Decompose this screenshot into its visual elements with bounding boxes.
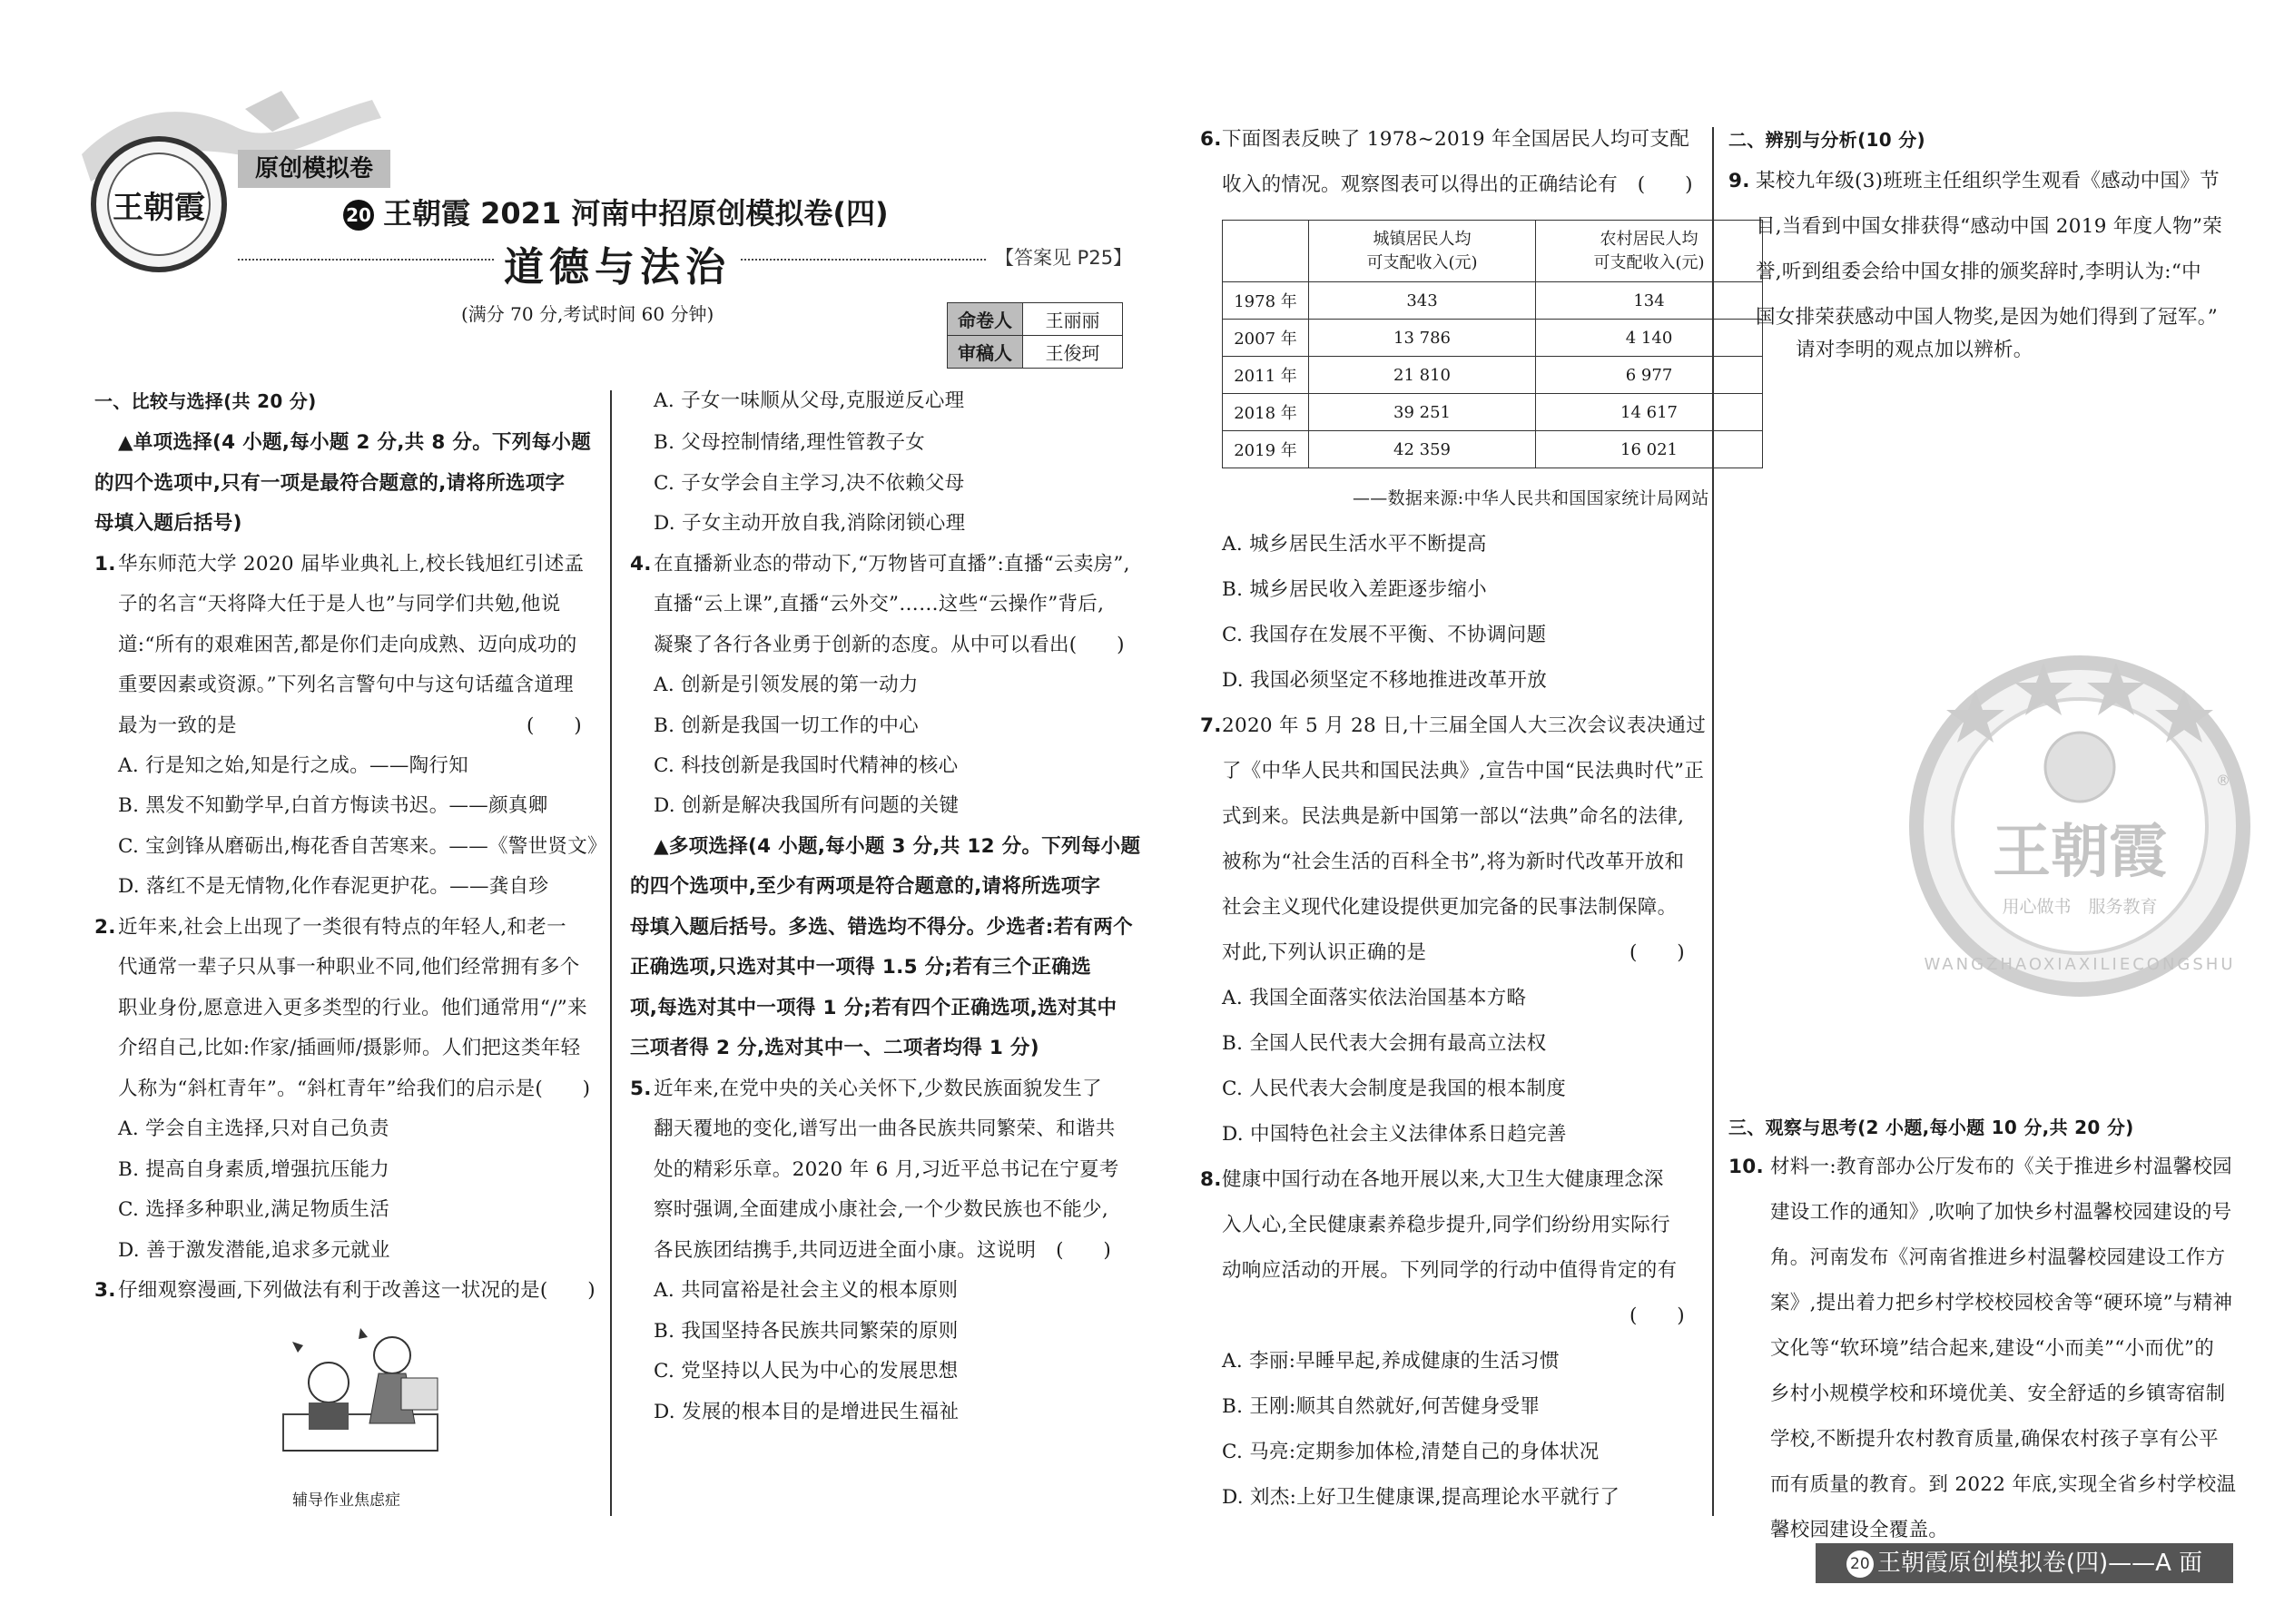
seal-slogan: 用心做书 服务教育: [2002, 897, 2158, 917]
subject-title: 道德与法治: [504, 244, 731, 290]
question-line: 案》,提出着力把乡村学校校园校舍等“硬环境”与精神: [1770, 1292, 2233, 1314]
table-cell: 16 021: [1536, 431, 1763, 468]
option: A. 行是知之始,知是行之成。——陶行知: [118, 754, 469, 777]
table-cell: 2019 年: [1223, 431, 1309, 468]
question-number: 4.: [630, 553, 652, 576]
option: C. 宝剑锋从磨砺出,梅花香自苦寒来。——《警世贤文》: [118, 835, 607, 858]
question-line: 翻天覆地的变化,谱写出一曲各民族共同繁荣、和谐共: [654, 1117, 1116, 1140]
table-row: [1223, 357, 1763, 394]
question-line: 察时强调,全面建成小康社会,一个少数民族也不能少,: [654, 1198, 1109, 1221]
series-title: [343, 191, 889, 232]
instruction-line: 项,每选对其中一项得 1 分;若有四个正确选项,选对其中: [630, 997, 1117, 1019]
question-line: 了《中华人民共和国民法典》,宣告中国“民法典时代”正: [1222, 760, 1705, 782]
table-cell: 13 786: [1309, 320, 1536, 357]
question-line: 近年来,社会上出现了一类很有特点的年轻人,和老一: [118, 916, 566, 939]
question-line: 入人心,全民健康素养稳步提升,同学们纷纷用实际行: [1222, 1214, 1670, 1236]
question-line: 仔细观察漫画,下列做法有利于改善这一状况的是( ): [118, 1279, 596, 1302]
series-title-text: 王朝霞 2021 河南中招原创模拟卷(四): [383, 196, 889, 231]
question-line: 目,当看到中国女排获得“感动中国 2019 年度人物”荣: [1756, 215, 2223, 238]
option: B. 提高自身素质,增强抗压能力: [118, 1158, 390, 1181]
option: D. 中国特色社会主义法律体系日趋完善: [1222, 1123, 1567, 1146]
instruction-line: 母填入题后括号。多选、错选均不得分。少选者:若有两个: [630, 916, 1133, 939]
option: B. 创新是我国一切工作的中心: [654, 714, 919, 737]
question-line: 文化等“软环境”结合起来,建设“小而美”“小而优”的: [1770, 1337, 2215, 1360]
question-number: 8.: [1200, 1168, 1222, 1191]
table-header-row: [1223, 221, 1763, 282]
question-line: 角。河南发布《河南省推进乡村温馨校园建设工作方: [1770, 1246, 2226, 1269]
footer-bar: [1816, 1543, 2233, 1583]
table-cell: 343: [1309, 282, 1536, 320]
header-urban-unit: 可支配收入(元): [1366, 252, 1478, 272]
section-title: 二、辨别与分析(10 分): [1728, 129, 1925, 151]
column-rule: [610, 390, 612, 1516]
author-label: 审稿人: [948, 336, 1023, 369]
option: B. 黑发不知勤学早,白首方悔读书迟。——颜真卿: [118, 794, 548, 817]
table-cell: 21 810: [1309, 357, 1536, 394]
divider-left: [238, 259, 494, 261]
option: C. 子女学会自主学习,决不依赖父母: [654, 472, 965, 495]
cartoon-image: [265, 1314, 456, 1469]
table-header-cell: [1536, 221, 1763, 282]
table-cell: 2018 年: [1223, 394, 1309, 431]
table-cell: 134: [1536, 282, 1763, 320]
option: A. 共同富裕是社会主义的根本原则: [654, 1279, 959, 1302]
author-row: [948, 336, 1123, 369]
answer-reference: 【答案见 P25】: [995, 247, 1133, 269]
question-number: 6.: [1200, 128, 1222, 151]
question-line: 誉,听到组委会给中国女排的颁奖辞时,李明认为:“中: [1756, 261, 2201, 283]
option: C. 党坚持以人民为中心的发展思想: [654, 1360, 959, 1383]
question-line: 道:“所有的艰难困苦,都是你们走向成熟、迈向成功的: [118, 634, 577, 656]
answer-paren: ( ): [1629, 941, 1685, 964]
option: A. 我国全面落实依法治国基本方略: [1222, 987, 1527, 1009]
question-line: 直播“云上课”,直播“云外交”……这些“云操作”背后,: [654, 593, 1105, 615]
table-cell: 14 617: [1536, 394, 1763, 431]
question-line: 建设工作的通知》,吹响了加快乡村温馨校园建设的号: [1770, 1201, 2232, 1224]
number-badge: 20: [343, 200, 374, 231]
header-urban: 城镇居民人均: [1373, 229, 1472, 249]
question-line: 馨校园建设全覆盖。: [1770, 1519, 1949, 1541]
question-number: 2.: [94, 916, 116, 939]
table-cell: 2007 年: [1223, 320, 1309, 357]
question-line: 华东师范大学 2020 届毕业典礼上,校长钱旭红引述孟: [118, 553, 585, 576]
question-line: 职业身份,愿意进入更多类型的行业。他们通常用“/”来: [118, 997, 587, 1019]
data-source: ——数据来源:中华人民共和国国家统计局网站: [1353, 488, 1709, 508]
logo: 王朝霞: [107, 153, 211, 256]
question-line: 下面图表反映了 1978~2019 年全国居民人均可支配: [1222, 128, 1690, 151]
table-cell: 2011 年: [1223, 357, 1309, 394]
question-line: 对此,下列认识正确的是: [1222, 941, 1427, 964]
question-line: 介绍自己,比如:作家/插画师/摄影师。人们把这类年轻: [118, 1037, 581, 1059]
answer-paren: ( ): [1629, 1304, 1685, 1327]
table-row: [1223, 320, 1763, 357]
divider-right: [741, 259, 986, 261]
table-cell: 4 140: [1536, 320, 1763, 357]
question-line: 最为一致的是: [118, 714, 237, 737]
author-label: 命卷人: [948, 303, 1023, 336]
table-header-cell: [1309, 221, 1536, 282]
question-line: 人称为“斜杠青年”。“斜杠青年”给我们的启示是( ): [118, 1078, 591, 1100]
option: B. 全国人民代表大会拥有最高立法权: [1222, 1032, 1547, 1055]
answer-paren: ( ): [527, 714, 582, 737]
header-tag: 原创模拟卷: [238, 150, 390, 188]
instruction-line: 的四个选项中,至少有两项是符合题意的,请将所选项字: [630, 875, 1101, 898]
option: C. 选择多种职业,满足物质生活: [118, 1198, 389, 1221]
option: B. 城乡居民收入差距逐步缩小: [1222, 578, 1487, 601]
question-line: 子的名言“天将降大任于是人也”与同学们共勉,他说: [118, 593, 561, 615]
question-number: 10.: [1728, 1156, 1764, 1178]
option: A. 城乡居民生活水平不断提高: [1222, 533, 1487, 556]
question-number: 5.: [630, 1078, 652, 1100]
question-line: 各民族团结携手,共同迈进全面小康。这说明 ( ): [654, 1239, 1112, 1262]
registered-mark: ®: [2216, 772, 2230, 789]
option: C. 马亮:定期参加体检,清楚自己的身体状况: [1222, 1441, 1600, 1463]
question-line: 而有质量的教育。到 2022 年底,实现全省乡村学校温: [1770, 1473, 2237, 1496]
option: D. 落红不是无情物,化作春泥更护花。——龚自珍: [118, 875, 549, 898]
section-title: 三、观察与思考(2 小题,每小题 10 分,共 20 分): [1728, 1117, 2134, 1138]
watermark-seal: [1903, 645, 2257, 999]
footer-text: 王朝霞原创模拟卷(四)——A 面: [1876, 1550, 2203, 1577]
option: D. 创新是解决我国所有问题的关键: [654, 794, 960, 817]
instruction-line: 的四个选项中,只有一项是最符合题意的,请将所选项字: [94, 472, 566, 495]
option: D. 刘杰:上好卫生健康课,提高理论水平就行了: [1222, 1486, 1620, 1509]
question-line: 乡村小规模学校和环境优美、安全舒适的乡镇寄宿制: [1770, 1383, 2226, 1405]
question-line: 处的精彩乐章。2020 年 6 月,习近平总书记在宁夏考: [654, 1158, 1119, 1181]
option: C. 我国存在发展不平衡、不协调问题: [1222, 624, 1547, 646]
option: A. 子女一味顺从父母,克服逆反心理: [654, 389, 965, 412]
question-number: 9.: [1728, 170, 1750, 192]
question-line: 代通常一辈子只从事一种职业不同,他们经常拥有多个: [118, 956, 580, 979]
option: A. 创新是引领发展的第一动力: [654, 674, 919, 696]
instruction-line: ▲单项选择(4 小题,每小题 2 分,共 8 分。下列每小题: [118, 431, 592, 454]
question-line: 近年来,在党中央的关心关怀下,少数民族面貌发生了: [654, 1078, 1102, 1100]
option: A. 李丽:早睡早起,养成健康的生活习惯: [1222, 1350, 1560, 1373]
table-row: [1223, 282, 1763, 320]
option: D. 我国必须坚定不移地推进改革开放: [1222, 669, 1548, 692]
authors-table: [947, 302, 1123, 369]
table-cell: 6 977: [1536, 357, 1763, 394]
question-line: 重要因素或资源。”下列名言警句中与这句话蕴含道理: [118, 674, 574, 696]
instruction-line: 母填入题后括号): [94, 512, 242, 535]
table-cell: 1978 年: [1223, 282, 1309, 320]
option: B. 父母控制情绪,理性管教子女: [654, 431, 926, 454]
option: D. 子女主动开放自我,消除闭锁心理: [654, 512, 966, 535]
section-title: 一、比较与选择(共 20 分): [94, 390, 317, 412]
table-header-cell: [1223, 221, 1309, 282]
question-line: 材料一:教育部办公厅发布的《关于推进乡村温馨校园: [1770, 1156, 2232, 1178]
footer-badge: 20: [1846, 1550, 1874, 1578]
question-line: 动响应活动的开展。下列同学的行动中值得肯定的有: [1222, 1259, 1678, 1282]
author-row: [948, 303, 1123, 336]
instruction-line: 三项者得 2 分,选对其中一、二项者均得 1 分): [630, 1037, 1039, 1059]
question-line: 被称为“社会生活的百科全书”,将为新时代改革开放和: [1222, 851, 1685, 873]
income-table: [1222, 220, 1763, 468]
question-line: 某校九年级(3)班班主任组织学生观看《感动中国》节: [1756, 170, 2220, 192]
table-cell: 42 359: [1309, 431, 1536, 468]
table-row: [1223, 394, 1763, 431]
instruction-line: ▲多项选择(4 小题,每小题 3 分,共 12 分。下列每小题: [654, 835, 1141, 858]
author-name: 王丽丽: [1023, 303, 1123, 336]
option: C. 科技创新是我国时代精神的核心: [654, 754, 959, 777]
question-line: 学校,不断提升农村教育质量,确保农村孩子享有公平: [1770, 1428, 2219, 1451]
question-line: 收入的情况。观察图表可以得出的正确结论有 ( ): [1222, 173, 1693, 196]
option: C. 人民代表大会制度是我国的根本制度: [1222, 1078, 1567, 1100]
question-line: 请对李明的观点加以辨析。: [1796, 339, 2033, 361]
seal-ring-text: WANGZHAOXIAXILIECONGSHU: [1924, 955, 2236, 974]
header-rural: 农村居民人均: [1600, 229, 1698, 249]
question-number: 1.: [94, 553, 116, 576]
option: A. 学会自主选择,只对自己负责: [118, 1117, 389, 1140]
instruction-line: 正确选项,只选对其中一项得 1.5 分;若有三个正确选: [630, 956, 1091, 979]
option: D. 善于激发潜能,追求多元就业: [118, 1239, 390, 1262]
question-line: 式到来。民法典是新中国第一部以“法典”命名的法律,: [1222, 805, 1685, 828]
score-note: (满分 70 分,考试时间 60 分钟): [461, 303, 714, 325]
cartoon-caption: 辅导作业焦虑症: [292, 1491, 400, 1510]
table-cell: 39 251: [1309, 394, 1536, 431]
question-line: 凝聚了各行各业勇于创新的态度。从中可以看出( ): [654, 634, 1125, 656]
author-name: 王俊珂: [1023, 336, 1123, 369]
question-number: 3.: [94, 1279, 116, 1302]
option: B. 我国坚持各民族共同繁荣的原则: [654, 1320, 959, 1343]
question-line: 社会主义现代化建设提供更加完备的民事法制保障。: [1222, 896, 1678, 919]
question-line: 健康中国行动在各地开展以来,大卫生大健康理念深: [1222, 1168, 1664, 1191]
table-row: [1223, 431, 1763, 468]
question-number: 7.: [1200, 714, 1222, 737]
seal-title: 王朝霞: [1993, 818, 2167, 886]
question-line: 2020 年 5 月 28 日,十三届全国人大三次会议表决通过: [1222, 714, 1707, 737]
header-rural-unit: 可支配收入(元): [1593, 252, 1705, 272]
option: D. 发展的根本目的是增进民生福祉: [654, 1401, 960, 1423]
option: B. 王刚:顺其自然就好,何苦健身受罪: [1222, 1395, 1541, 1418]
question-line: 国女排荣获感动中国人物奖,是因为她们得到了冠军。”: [1756, 306, 2219, 329]
question-line: 在直播新业态的带动下,“万物皆可直播”:直播“云卖房”,: [654, 553, 1130, 576]
